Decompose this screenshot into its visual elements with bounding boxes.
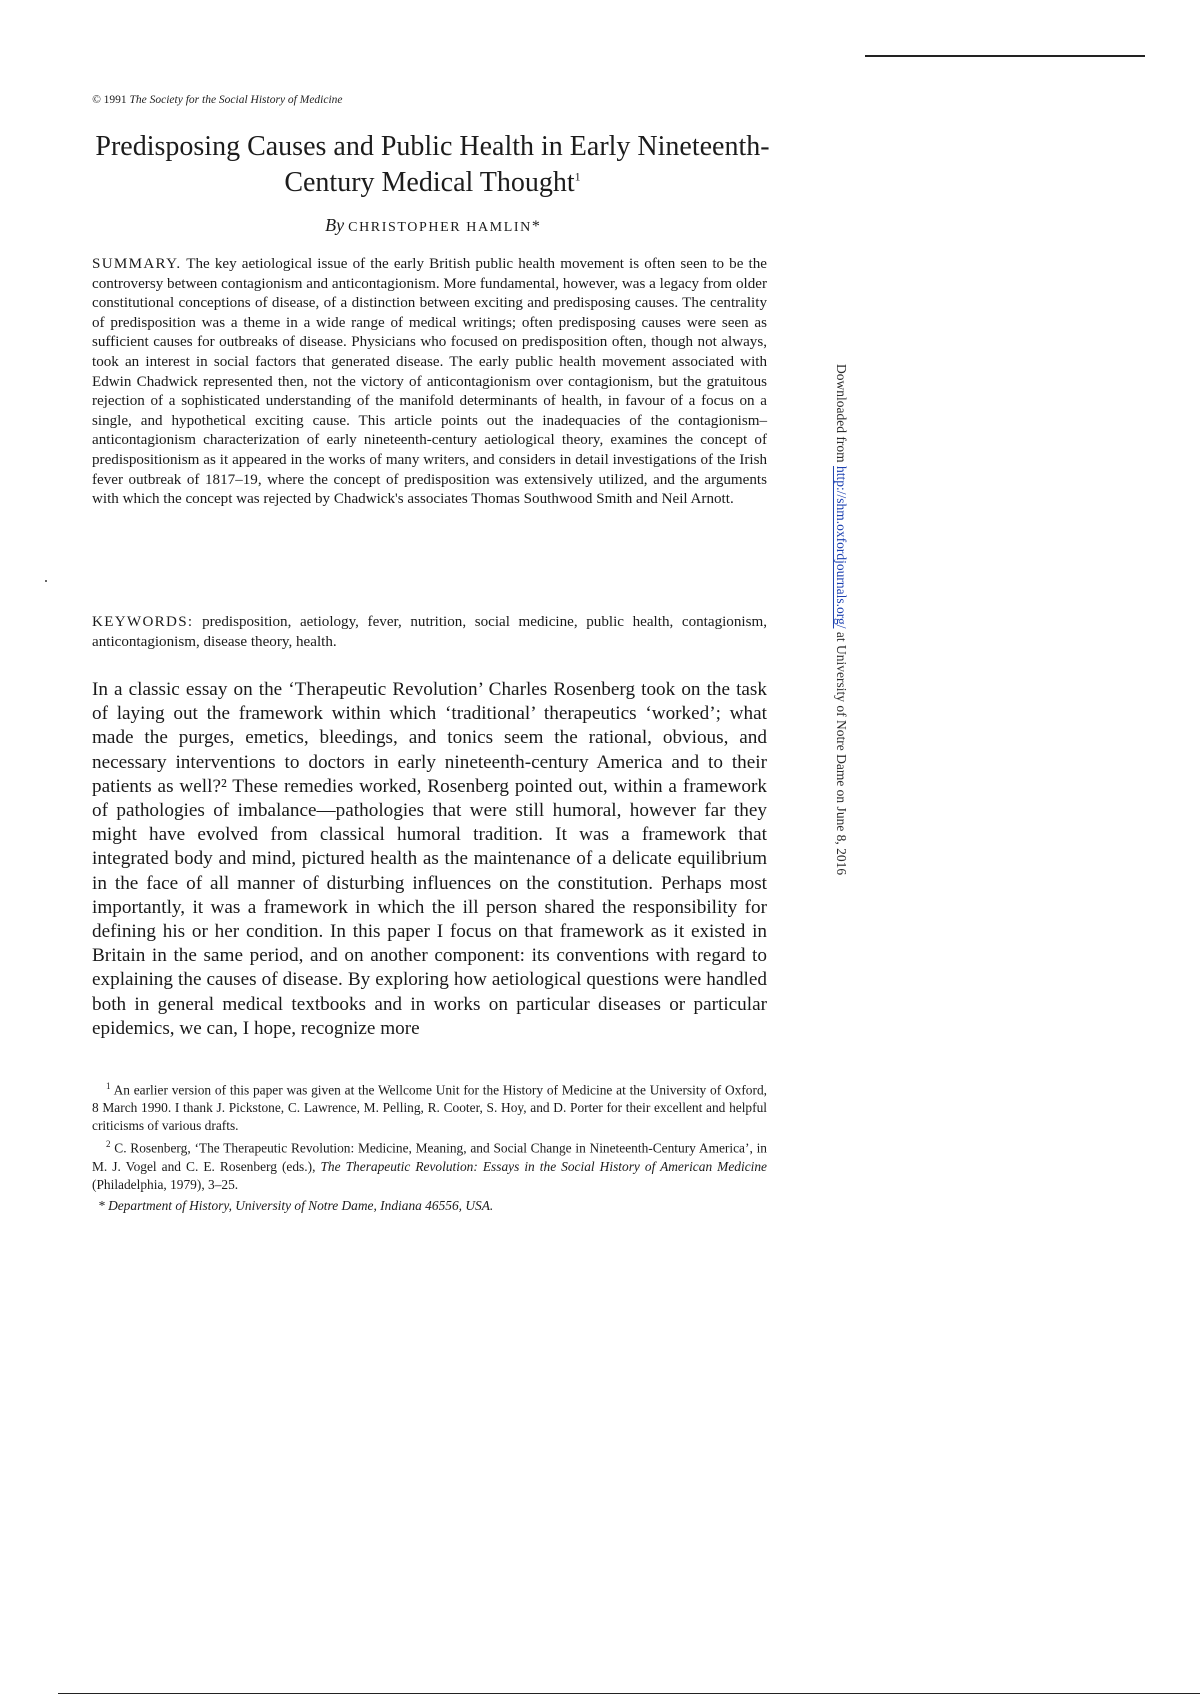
download-suffix: at University of Notre Dame on June 8, 2016 [834, 631, 849, 876]
download-prefix: Downloaded from [834, 364, 849, 463]
article-title-text: Predisposing Causes and Public Health in Early Nineteenth-Century Medical Thought [95, 131, 770, 198]
footnote-2-text: C. Rosenberg, ‘The Therapeutic Revolution: Medicine, Meaning, and Social Change in Nineteenth-Century America’, in M. J. Vogel and C. E. Rosenberg (eds.), [92, 1140, 767, 1174]
footnote-2 [92, 1135, 767, 1193]
footnote-2-mark: 2 [106, 1139, 111, 1150]
scan-speck [45, 580, 47, 582]
affiliation-text: Department of History, University of Notre Dame, Indiana 46556, USA. [108, 1198, 494, 1213]
footnotes [92, 1077, 767, 1194]
byline-by: By [325, 215, 345, 235]
keywords-text: predisposition, aetiology, fever, nutrition, social medicine, public health, contagionism, anticontagionism, disease theory, health. [92, 614, 767, 650]
society-name: The Society for the Social History of Medicine [129, 94, 343, 106]
footnote-1-mark: 1 [106, 1081, 111, 1091]
keywords [92, 613, 767, 652]
keywords-label: KEYWORDS: [92, 614, 194, 630]
footnote-1 [92, 1077, 767, 1135]
title-footnote-mark: 1 [574, 169, 581, 184]
summary-text: The key aetiological issue of the early British public health movement is often seen to be the controversy between contagionism and anticontagionism. More fundamental, however, was a legacy from older constitutional conceptions of disease, of a distinction between exciting and predisposing causes. The centrality of predisposition was a theme in a wide range of medical writings; often predisposing causes were seen as sufficient causes for outbreaks of disease. Physicians who focused on predisposition often, though not always, took an interest in social factors that generated disease. The early public health movement associated with Edwin Chadwick represented then, not the victory of anticontagionism over contagionism, but the gratuitous rejection of a sophisticated understanding of the manifold determinants of health, in favour of a focus on a single, and hypothetical exciting cause. This article points out the inadequacies of the contagionism–anticontagionism characterization of early nineteenth-century aetiological theory, examines the concept of predispositionism as it appeared in the works of many writers, and considers in detail investigations of the Irish fever outbreak of 1817–19, where the concept of predisposition was extensively utilized, and the arguments with which the concept was rejected by Chadwick's associates Thomas Southwood Smith and Neil Arnott. [92, 256, 767, 508]
copyright-symbol: © [92, 94, 101, 106]
author-mark: * [531, 218, 540, 235]
download-link[interactable]: http://shm.oxfordjournals.org/ [834, 465, 849, 629]
footnote-2-book-title: The Therapeutic Revolution: Essays in the Social History of American Medicine [320, 1158, 767, 1174]
download-notice [833, 364, 849, 875]
top-rule [865, 55, 1145, 57]
author-name: CHRISTOPHER HAMLIN [348, 220, 532, 235]
copyright-line [92, 94, 343, 106]
byline [95, 215, 770, 236]
affiliation-mark: * [98, 1198, 105, 1213]
body-paragraph: In a classic essay on the ‘Therapeutic Revolution’ Charles Rosenberg took on the task of laying out the framework within which ‘traditional’ therapeutics ‘worked’; what made the purges, emetics, bleedings, and tonics seem the rational, obvious, and necessary interventions to doctors in early nineteenth-century America and to their patients as well?² These remedies worked, Rosenberg pointed out, within a framework of pathologies of imbalance—pathologies that were still humoral, however far they might have evolved from classical humoral tradition. It was a framework that integrated body and mind, pictured health as the maintenance of a delicate equilibrium in the face of all manner of disturbing influences on the constitution. Perhaps most importantly, it was a framework in which the ill person shared the responsibility for defining his or her condition. In this paper I focus on that framework as it existed in Britain in the same period, and on another component: its conventions with regard to explaining the causes of disease. By exploring how aetiological questions were handled both in general medical textbooks and in works on particular diseases or particular epidemics, we can, I hope, recognize more [92, 679, 767, 1039]
footnote-2-imprint: (Philadelphia, 1979), 3–25. [92, 1176, 239, 1192]
author-affiliation [92, 1198, 767, 1214]
copyright-year: 1991 [103, 94, 127, 106]
article-title [95, 129, 770, 201]
summary-abstract [92, 255, 767, 510]
footnote-1-text: An earlier version of this paper was given at the Wellcome Unit for the History of Medicine at the University of Oxford, 8 March 1990. I thank J. Pickstone, C. Lawrence, M. Pelling, R. Cooter, S. Hoy, and D. Porter for their excellent and helpful criticisms of various drafts. [92, 1082, 768, 1134]
bottom-rule [58, 1693, 1200, 1694]
summary-label: SUMMARY. [92, 256, 182, 272]
